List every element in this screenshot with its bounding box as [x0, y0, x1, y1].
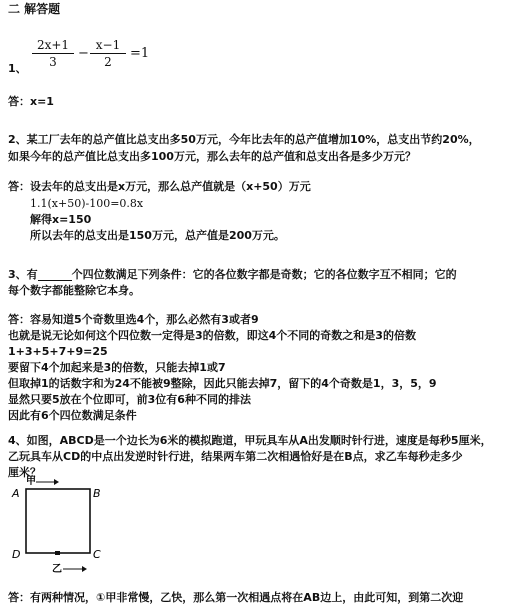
answer-line: 因此有6个四位数满足条件 [8, 409, 137, 422]
answer-line: 要留下4个加起来是3的倍数，只能去掉1或7 [8, 361, 226, 374]
question-text-line: 每个数字都能整除它本身。 [8, 284, 140, 297]
equation-rhs: =1 [130, 46, 150, 61]
answer-line: 答：有两种情况，①甲非常慢，乙快，那么第一次相遇点将在AB边上，由此可知，到第二次迎 [8, 591, 464, 604]
question-text-post: 个四位数满足下列条件：它的各位数字都是奇数；它的各位数字互不相同；它的 [71, 268, 457, 281]
car-yi-label: 乙 [52, 564, 62, 575]
answer-line: 所以去年的总支出是150万元，总产值是200万元。 [30, 229, 285, 242]
answer-1: 答：x=1 [8, 95, 54, 108]
track-figure [4, 472, 124, 582]
question-text-line: 乙玩具车从CD的中点出发逆时针行进，结果两车第二次相遇恰好是在B点，求乙车每秒走多少 [8, 450, 463, 463]
vertex-d-label: D [12, 548, 21, 561]
answer-line: 显然只要5放在个位即可，前3位有6种不同的排法 [8, 393, 251, 406]
answer-line: 1+3+5+7+9=25 [8, 345, 108, 358]
question-text-line: 如果今年的总产值比总支出多100万元，那么去年的总产值和总支出各是多少万元？ [8, 150, 416, 163]
car-jia-label: 甲 [26, 476, 36, 487]
answer-line: 答：容易知道5个奇数里选4个，那么必然有3或者9 [8, 313, 259, 326]
question-number: 1、 [8, 62, 27, 75]
question-text-line: 厘米？ [8, 466, 41, 479]
answer-line: 但取掉1的话数字和为24不能被9整除，因此只能去掉7，留下的4个奇数是1，3，5，9 [8, 377, 437, 390]
vertex-c-label: C [93, 548, 101, 561]
track-square [26, 489, 90, 553]
car-jia-arrowhead [54, 479, 59, 485]
fraction-2 [90, 38, 126, 69]
question-text-line: 4、如图，ABCD是一个边长为6米的模拟跑道，甲玩具车从A出发顺时针行进，速度是每秒5厘米， [8, 434, 492, 447]
minus-sign: − [78, 46, 89, 61]
vertex-b-label: B [93, 487, 101, 500]
fraction-1 [32, 38, 74, 69]
answer-line: 答：设去年的总支出是x万元，那么总产值就是（x+50）万元 [8, 180, 311, 193]
denominator: 3 [49, 55, 57, 69]
answer-blank [38, 269, 72, 281]
section-title: 二 解答题 [8, 2, 61, 16]
car-yi-arrowhead [82, 566, 87, 572]
question-text-pre: 3、有 [8, 268, 38, 281]
numerator: x−1 [95, 38, 121, 52]
question-text-line [8, 268, 457, 281]
car-yi-marker [55, 551, 60, 555]
answer-line: 也就是说无论如何这个四位数一定得是3的倍数，即这4个不同的奇数之和是3的倍数 [8, 329, 416, 342]
answer-line: 解得x=150 [30, 213, 92, 226]
numerator: 2x+1 [36, 38, 70, 52]
answer-line: 1.1(x+50)-100=0.8x [30, 197, 144, 210]
denominator: 2 [104, 55, 112, 69]
vertex-a-label: A [12, 487, 20, 500]
question-text-line: 2、某工厂去年的总产值比总支出多50万元，今年比去年的总产值增加10%，总支出节约20%， [8, 133, 480, 146]
